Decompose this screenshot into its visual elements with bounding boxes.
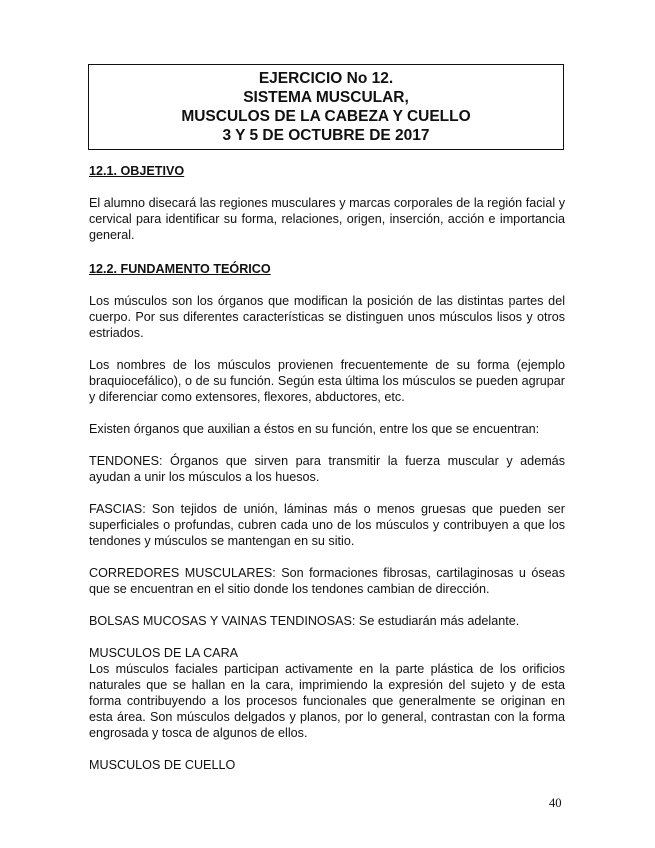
page-number: 40 [549,796,562,810]
fascias-paragraph: FASCIAS: Son tejidos de unión, láminas más o menos gruesas que pueden ser superficiales o profundas, cubren cada uno de los músculos y contribuyen a que los tendones y músculos se mantengan en su sitio. [89,502,565,548]
title-line-2: SISTEMA MUSCULAR, [243,89,409,106]
cuello-heading: MUSCULOS DE CUELLO [89,758,236,772]
corredores-paragraph: CORREDORES MUSCULARES: Son formaciones fibrosas, cartilaginosas u óseas que se encuentran en el sitio donde los tendones cambian de dirección. [89,566,565,596]
theory-paragraph-2: Los nombres de los músculos provienen frecuentemente de su forma (ejemplo braquiocefálico), o de su función. Según esta última los músculos se pueden agrupar y diferenciar como extensores, flexores, abductores, etc. [89,358,565,404]
cara-paragraph: Los músculos faciales participan activamente en la parte plástica de los orificios naturales que se hallan en la cara, imprimiendo la expresión del sujeto y de esta forma contribuyendo a los procesos funcionales que generalmente se originan en esta área. Son músculos delgados y planos, por lo general, contrastan con la forma engrosada y tosca de algunos de ellos. [89,662,565,740]
cara-heading: MUSCULOS DE LA CARA [89,646,239,660]
title-line-3: MUSCULOS DE LA CABEZA Y CUELLO [181,108,471,125]
objective-text: El alumno disecará las regiones musculares y marcas corporales de la región facial y cervical para identificar su forma, relaciones, origen, inserción, acción e importancia general. [89,196,565,242]
tendones-paragraph: TENDONES: Órganos que sirven para transmitir la fuerza muscular y además ayudan a unir los músculos a los huesos. [89,454,565,484]
title-line-4: 3 Y 5 DE OCTUBRE DE 2017 [222,127,430,144]
document-body [89,163,565,773]
bolsas-paragraph: BOLSAS MUCOSAS Y VAINAS TENDINOSAS: Se estudiarán más adelante. [89,614,520,628]
theory-paragraph-1: Los músculos son los órganos que modifican la posición de las distintas partes del cuerpo. Por sus diferentes características se distinguen unos músculos lisos y otros estriados. [89,294,565,340]
title-box [88,64,564,150]
theory-paragraph-3: Existen órganos que auxilian a éstos en su función, entre los que se encuentran: [89,422,540,436]
theory-heading: 12.2. FUNDAMENTO TEÓRICO [89,262,271,276]
objective-heading: 12.1. OBJETIVO [89,164,185,178]
title-line-1: EJERCICIO No 12. [258,70,394,87]
